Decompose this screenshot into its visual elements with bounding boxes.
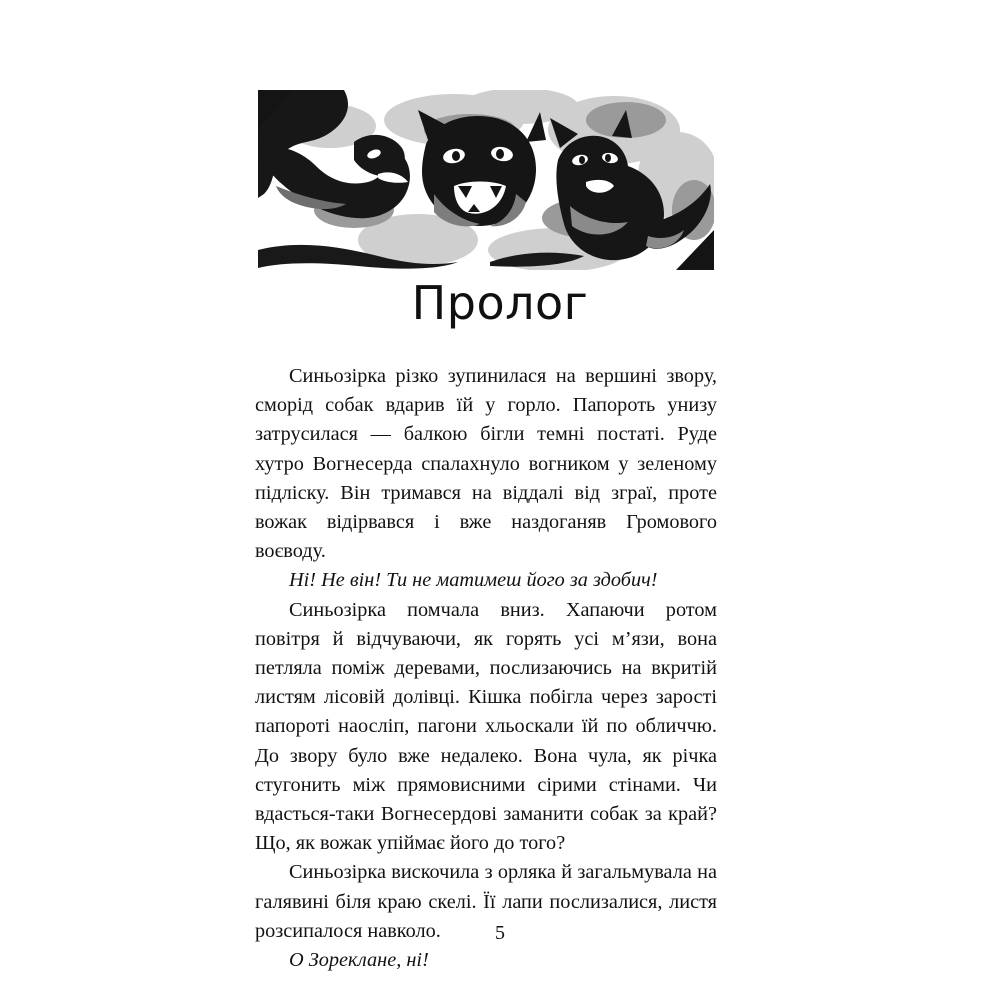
body-text xyxy=(255,362,717,975)
illustration-artwork xyxy=(258,90,714,270)
page-number: 5 xyxy=(495,922,505,944)
paragraph-italic: О Зореклане, ні! xyxy=(289,949,429,972)
paragraph: Синьозірка вискочила з орляка й загальмувала на галявині біля краю скелі. Її лапи послизалися, листя розсипалося навколо. xyxy=(255,861,717,942)
chapter-title: Пролог xyxy=(411,276,589,330)
paragraph-italic: Ні! Не він! Ти не матимеш його за здобич! xyxy=(289,569,658,592)
paragraph: Синьозірка різко зупинилася на вершині звору, сморід собак вдарив їй у горло. Папороть унизу затрусилася — балкою бігли темні постаті. Руде хутро Вогнесерда спалахнуло вогником у зеленому підліску. Він тримався на віддалі від зграї, проте вожак відірвався і вже наздоганяв Громового воєводу. xyxy=(255,365,717,563)
paragraph: Синьозірка помчала вниз. Хапаючи ротом повітря й відчуваючи, як горять усі м’язи, вона петляла поміж деревами, послизаючись на вкритій листям лісовій долівці. Кішка побігла через зарості папороті наосліп, пагони хльоскали їй по обличчю. До звору було вже недалеко. Вона чула, як річка стугонить між прямовисними сірими стінами. Чи вдасться-таки Вогнесердові заманити собак за край? Що, як вожак упіймає його до того? xyxy=(255,598,717,855)
cats-and-dogs-woodcut-illustration xyxy=(258,90,714,270)
